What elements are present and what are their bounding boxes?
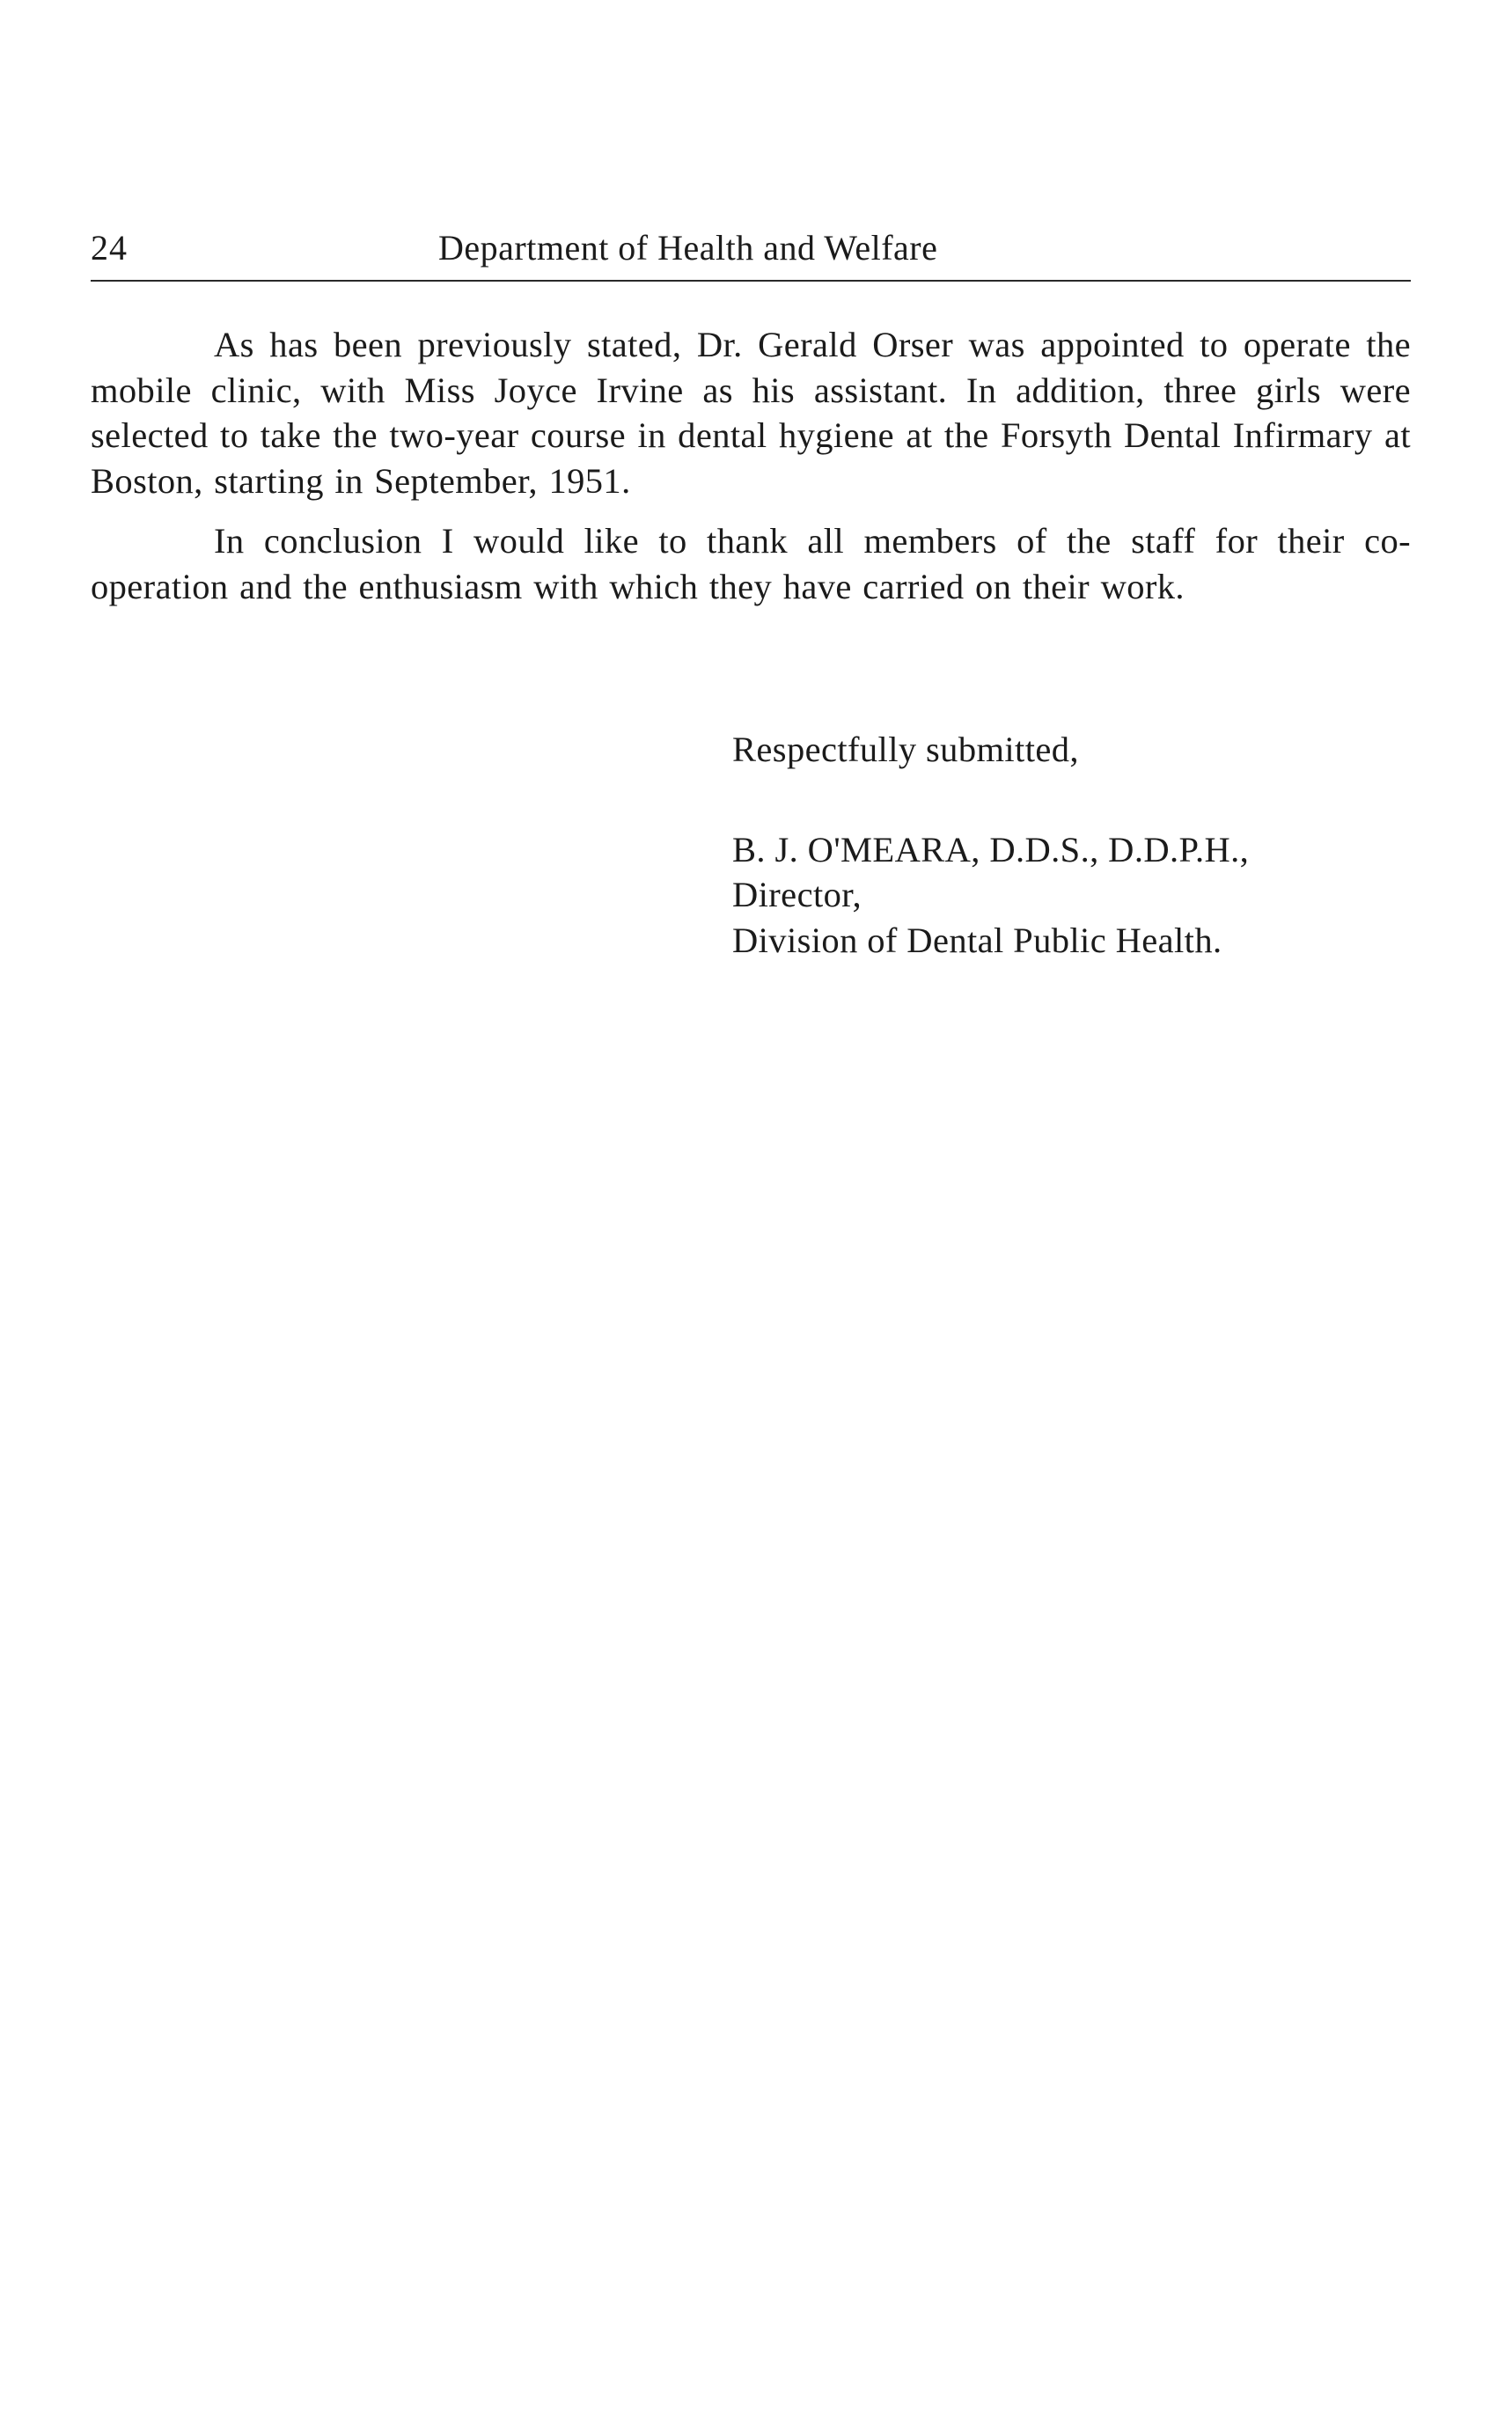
running-title: Department of Health and Welfare [438,228,938,268]
paragraph-conclusion: In conclusion I would like to thank all members of the staff for their co-operation and the enthusiasm with which they have carried on their work. [91,521,1411,606]
header-rule [91,280,1411,282]
signature-block [732,727,1419,963]
page-number: 24 [91,228,128,268]
closing-line: Respectfully submitted, [732,730,1079,769]
running-header [91,222,1411,275]
signer-name: B. J. O'MEARA, D.D.S., D.D.P.H., [732,829,1250,869]
paragraph-staff-appointments: As has been previously stated, Dr. Gerald Orser was appointed to operate the mobile clinic, with Miss Joyce Irvine as his assistant. In addition, three girls were selected to take the two-year course in dental hygiene at the Forsyth Dental Infirmary at Boston, starting in September, 1951. [91,325,1411,501]
signer-title: Director, [732,875,862,914]
signer-division: Division of Dental Public Health. [732,920,1222,960]
body-text [91,322,1411,624]
